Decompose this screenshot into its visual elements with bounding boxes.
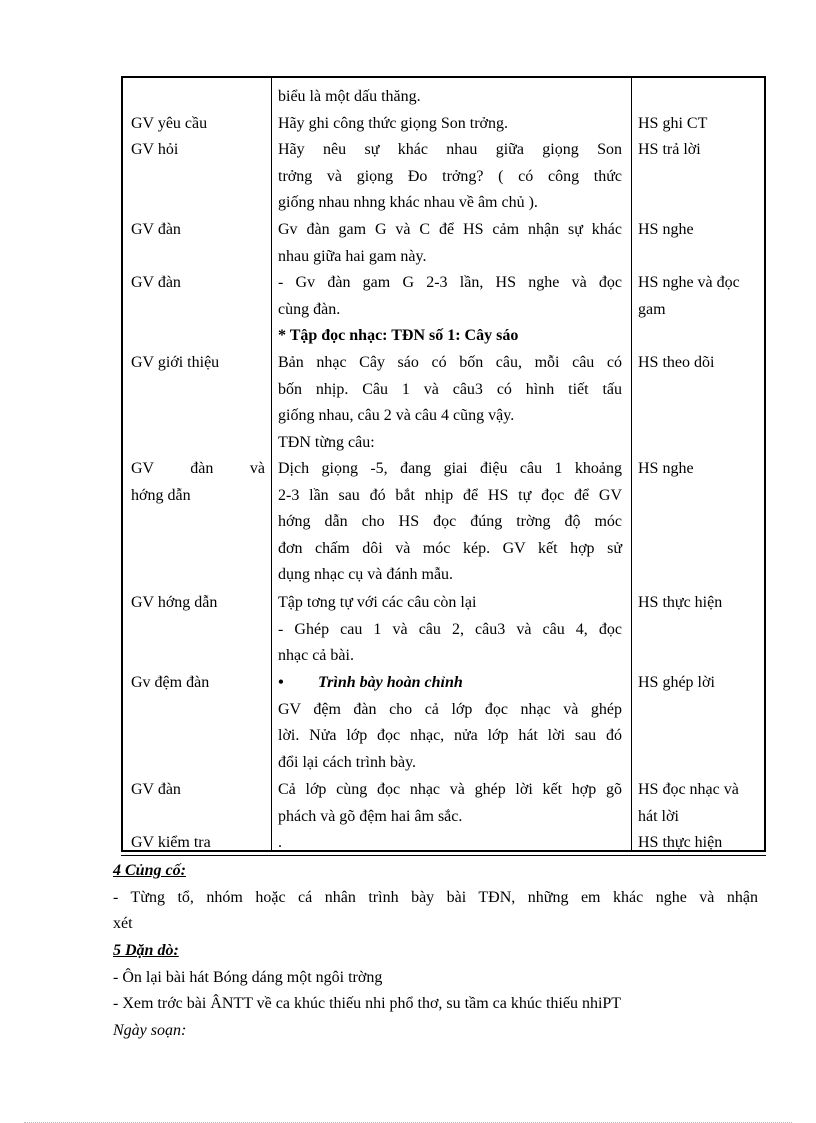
student-action: HS trả lời xyxy=(638,141,701,158)
student-action: HS nghe xyxy=(638,460,694,477)
section-heading: 4 Củng cố: xyxy=(113,862,186,879)
activity-text: Hãy nêu sự khác nhau giữa giọng Son trởng và giọng Đo trởng? ( có công thức giống nhau nhng khác nhau về âm chủ ). xyxy=(278,141,622,211)
section-5 xyxy=(113,938,758,1044)
student-action: HS nghe xyxy=(638,221,694,238)
teacher-action: GV kiểm tra xyxy=(131,834,211,851)
student-action: HS ghi CT xyxy=(638,115,708,132)
activity-text: Hãy ghi công thức giọng Son trởng. xyxy=(278,115,508,132)
activity-text: Gv đàn gam G và C để HS cảm nhận sự khác nhau giữa hai gam này. xyxy=(278,221,622,265)
teacher-action: GV hỏi xyxy=(131,141,179,158)
activity-text: • Trình bày hoàn chỉnh GV đệm đàn cho cả lớp đọc nhạc và ghép lời. Nửa lớp đọc nhạc, nửa lớp hát lời sau đó đổi lại cách trình bày. xyxy=(278,670,622,776)
teacher-action: GV hớng dẫn xyxy=(131,594,218,611)
student-action: HS thực hiện xyxy=(638,834,723,851)
activity-text: biểu là một dấu thăng. xyxy=(278,88,421,105)
date-label: Ngày soạn: xyxy=(113,1021,187,1039)
lesson-table xyxy=(121,76,766,852)
student-action: HS theo dõi xyxy=(638,354,715,371)
section-heading: * Tập đọc nhạc: TĐN số 1: Cây sáo xyxy=(278,327,519,344)
activity-text: Dịch giọng -5, đang giai điệu câu 1 khoảng 2-3 lần sau đó bắt nhịp để HS tự đọc để GV hớng dẫn cho HS đọc đúng trờng độ móc đơn chấm dôi và móc kép. GV kết hợp sử dụng nhạc cụ và đánh mẫu. xyxy=(278,460,622,583)
paragraph-line: - Xem trớc bài ÂNTT về ca khúc thiếu nhi phổ thơ, su tầm ca khúc thiếu nhiPT xyxy=(113,995,622,1012)
teacher-action: GV đàn và hớng dẫn xyxy=(131,460,265,504)
column-divider xyxy=(631,78,632,850)
column-divider xyxy=(271,78,272,850)
paragraph-line: - Ôn lại bài hát Bóng dáng một ngôi trờng xyxy=(113,968,383,986)
section-heading: 5 Dặn dò: xyxy=(113,942,179,959)
teacher-action: GV yêu cầu xyxy=(131,115,208,132)
paragraph-line: - Từng tổ, nhóm hoặc cá nhân trình bày bài TĐN, những em khác nghe và nhận xyxy=(113,888,758,906)
activity-text: Tập tơng tự với các câu còn lại - Ghép cau 1 và câu 2, câu3 và câu 4, đọc nhạc cả bài. xyxy=(278,594,622,664)
teacher-action: GV đàn xyxy=(131,781,181,798)
teacher-action: GV đàn xyxy=(131,274,181,291)
activity-text: . xyxy=(278,834,282,851)
student-action: HS đọc nhạc và hát lời xyxy=(638,781,739,825)
teacher-action: GV đàn xyxy=(131,221,181,238)
paragraph-line: xét xyxy=(113,915,133,932)
student-action: HS nghe và đọc gam xyxy=(638,274,740,318)
student-action: HS ghép lời xyxy=(638,674,715,691)
student-action: HS thực hiện xyxy=(638,594,723,611)
section-4 xyxy=(113,858,758,938)
teacher-action: Gv đệm đàn xyxy=(131,674,210,691)
activity-text: Bản nhạc Cây sáo có bốn câu, mỗi câu có bốn nhịp. Câu 1 và câu3 có hình tiết tấu giống nhau, câu 2 và câu 4 cũng vậy. TĐN từng câu: xyxy=(278,354,622,451)
activity-text: - Gv đàn gam G 2-3 lần, HS nghe và đọc cùng đàn. xyxy=(278,274,622,318)
bullet-icon: • xyxy=(278,674,284,691)
teacher-action: GV giới thiệu xyxy=(131,354,220,371)
activity-text: Cả lớp cùng đọc nhạc và ghép lời kết hợp gõ phách và gõ đệm hai âm sắc. xyxy=(278,781,622,825)
